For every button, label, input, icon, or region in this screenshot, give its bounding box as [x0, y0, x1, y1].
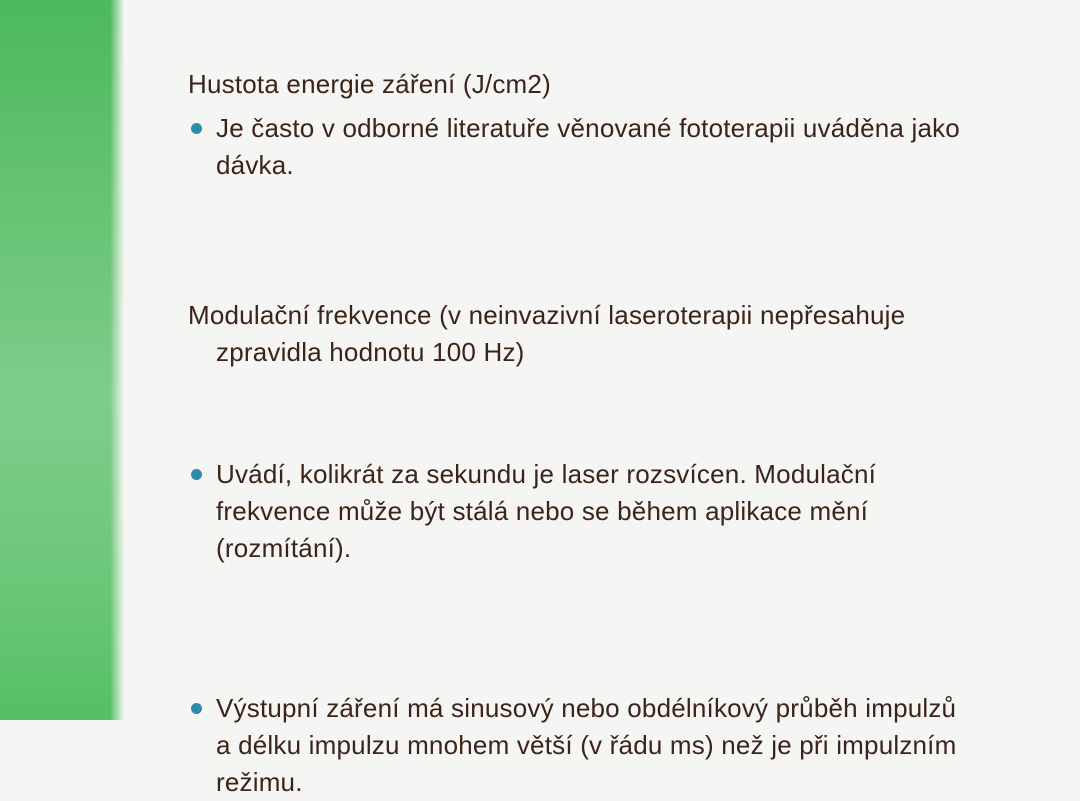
text-line: Hustota energie záření (J/cm2) — [188, 69, 551, 99]
slide-content — [188, 0, 1068, 797]
bullet-item — [188, 690, 1068, 801]
bullet-icon — [191, 703, 202, 714]
text-line: dávka. — [216, 150, 294, 180]
text-line: Modulační frekvence (v neinvazivní laseroterapii nepřesahuje — [188, 300, 906, 330]
text-line: (rozmítání). — [216, 533, 352, 563]
text-line: a délku impulzu mnohem větší (v řádu ms) než je při impulzním — [216, 730, 957, 760]
accent-bar-fade — [110, 0, 126, 720]
text-line: režimu. — [216, 767, 303, 797]
text-line: zpravidla hodnotu 100 Hz) — [216, 337, 525, 367]
text-line: Uvádí, kolikrát za sekundu je laser rozsvícen. Modulační — [216, 459, 877, 489]
bullet-icon — [191, 123, 202, 134]
bullet-item — [188, 110, 1068, 184]
text-line: Je často v odborné literatuře věnované fototerapii uváděna jako — [216, 113, 960, 143]
slide-heading — [188, 66, 551, 103]
text-line: frekvence může být stálá nebo se během aplikace mění — [216, 496, 869, 526]
bullet-item — [188, 456, 1068, 567]
slide-heading — [188, 297, 905, 371]
text-line: Výstupní záření má sinusový nebo obdélníkový průběh impulzů — [216, 693, 957, 723]
accent-bar — [0, 0, 126, 720]
bullet-icon — [191, 469, 202, 480]
